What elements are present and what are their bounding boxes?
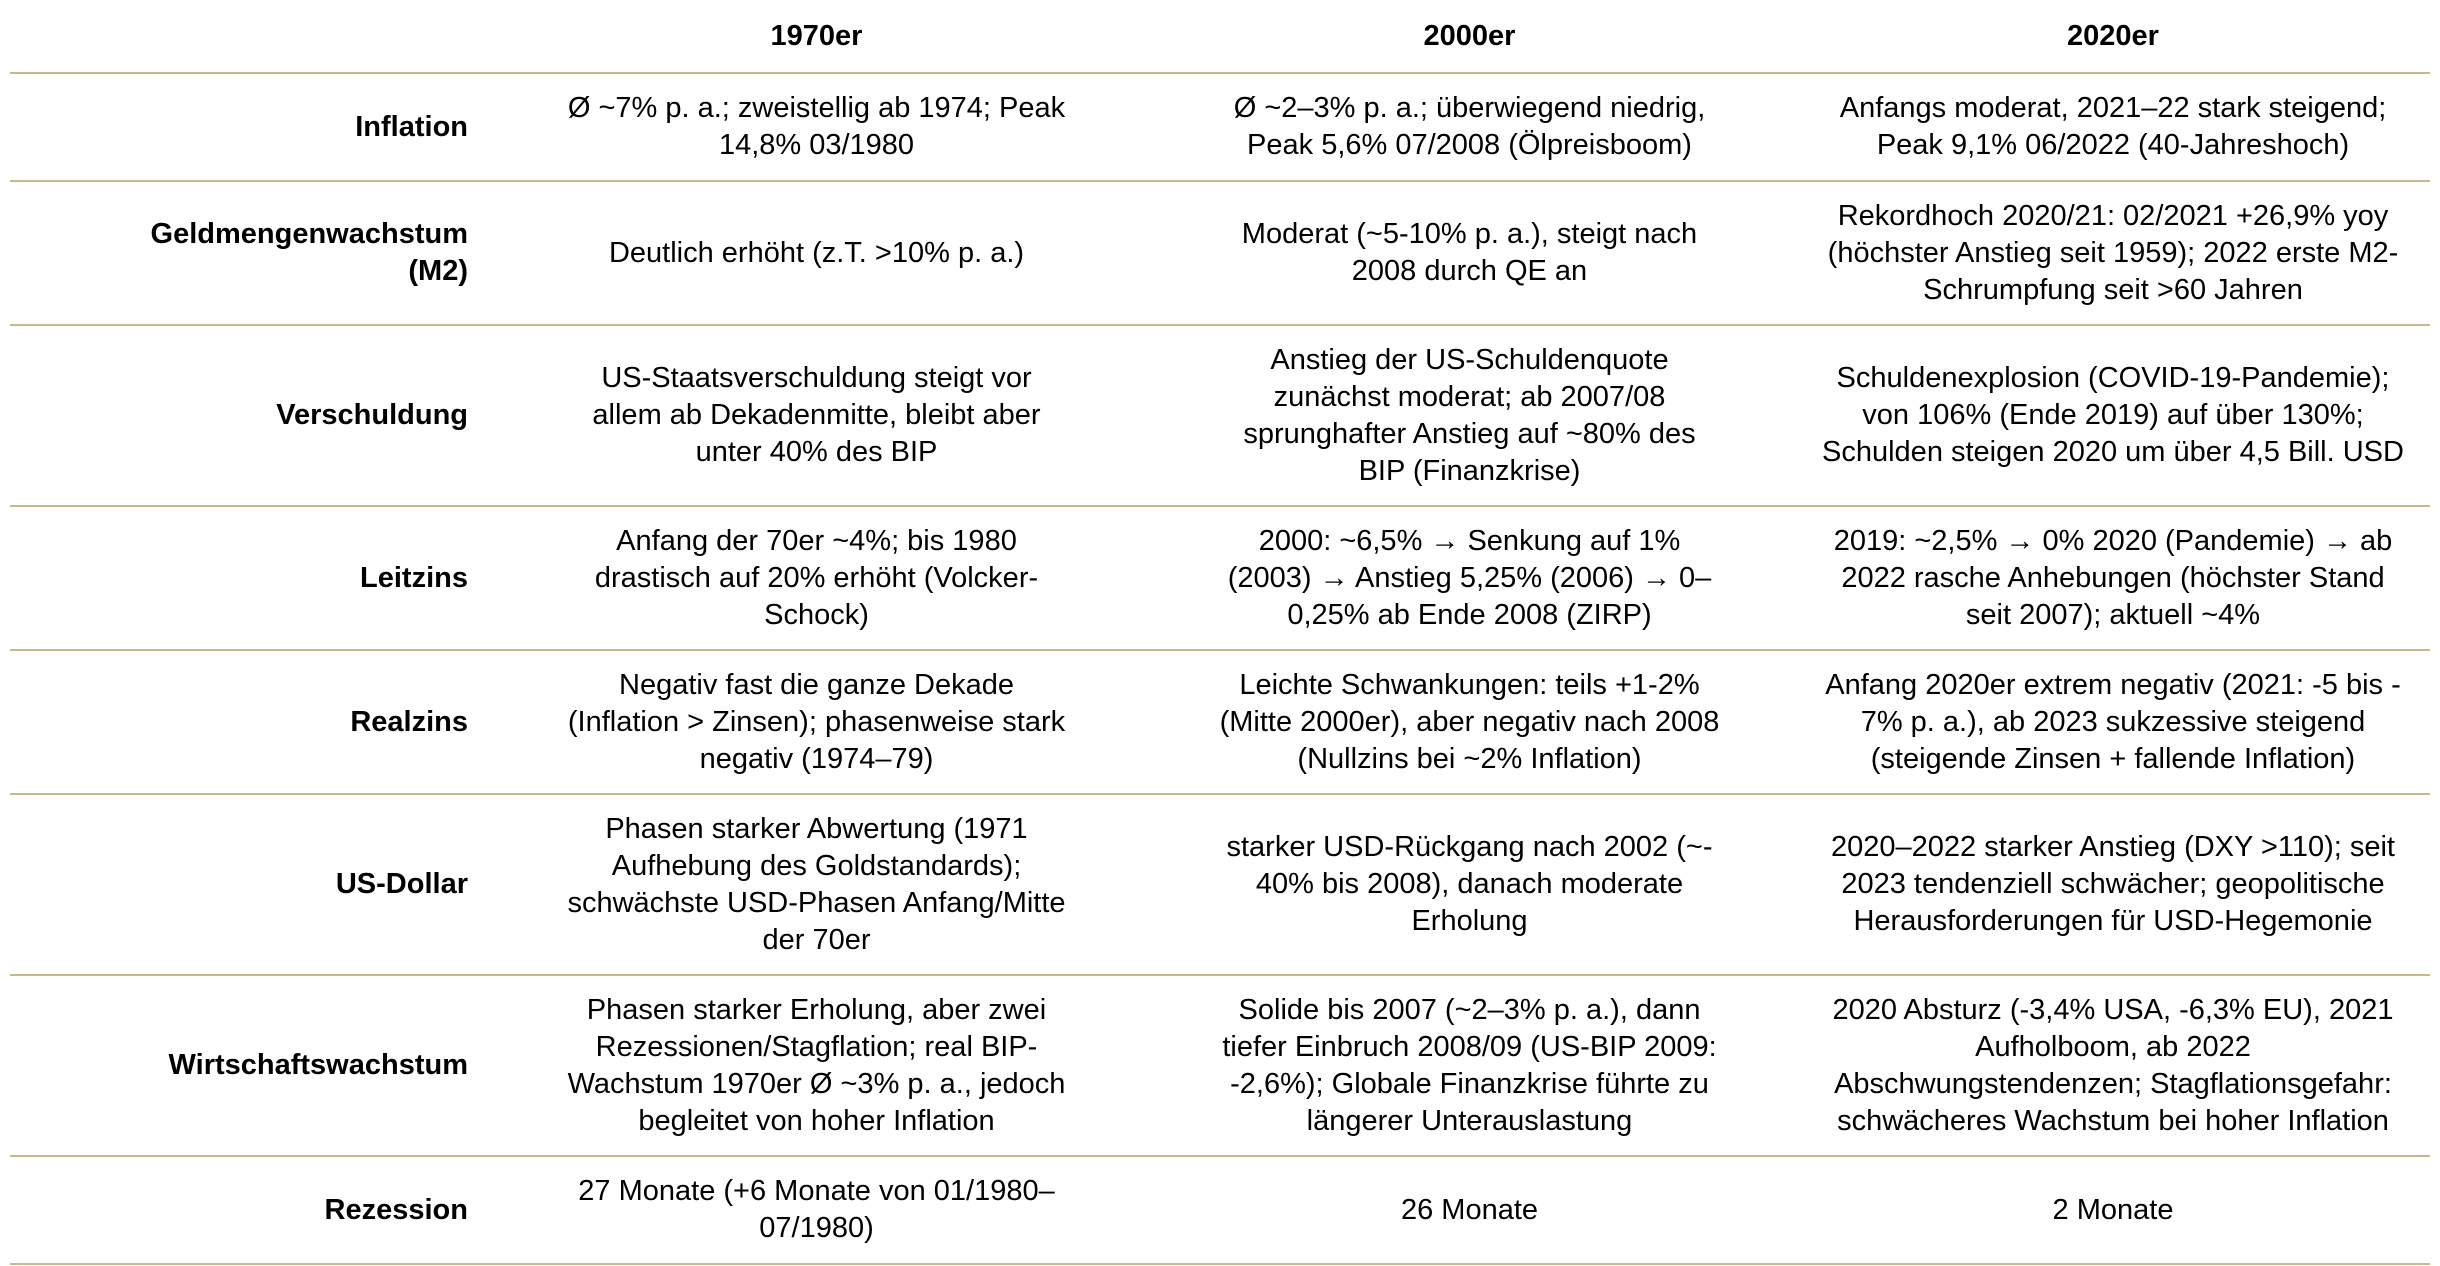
- cell-1970er: Negativ fast die ganze Dekade (Inflation > Zinsen); phasenweise stark negativ (1974–79): [567, 668, 1066, 775]
- cell-1970er: Deutlich erhöht (z.T. >10% p. a.): [608, 236, 1025, 269]
- row-label: Wirtschaftswachstum: [168, 1049, 468, 1081]
- cell-2000er: Solide bis 2007 (~2–3% p. a.), dann tiefer Einbruch 2008/09 (US-BIP 2009: -2,6%); Globale Finanzkrise führte zu längerer Unterauslastung: [1222, 993, 1717, 1137]
- row-label: US-Dollar: [335, 868, 468, 900]
- cell-2000er: Anstieg der US-Schuldenquote zunächst moderat; ab 2007/08 sprunghafter Anstieg auf ~80% des BIP (Finanzkrise): [1243, 343, 1696, 487]
- comparison-table: [10, 0, 2430, 1265]
- cell-2000er: 2000: ~6,5% → Senkung auf 1% (2003) → Anstieg 5,25% (2006) → 0– 0,25% ab Ende 2008 (ZIRP): [1227, 524, 1712, 631]
- table-row: [10, 1156, 2430, 1264]
- table-row: [10, 975, 2430, 1156]
- header-2000er: 2000er: [1423, 19, 1516, 52]
- cell-2000er: Moderat (~5-10% p. a.), steigt nach 2008 durch QE an: [1241, 218, 1698, 287]
- table-row: [10, 73, 2430, 181]
- cell-2000er: 26 Monate: [1400, 1193, 1539, 1226]
- cell-2020er: 2020–2022 starker Anstieg (DXY >110); seit 2023 tendenziell schwächer; geopolitische Herausforderungen für USD-Hegemonie: [1831, 831, 2395, 937]
- cell-1970er: Phasen starker Abwertung (1971 Aufhebung des Goldstandards); schwächste USD-Phasen Anfang/Mitte der 70er: [567, 812, 1066, 956]
- cell-1970er: US-Staatsverschuldung steigt vor allem ab Dekadenmitte, bleibt aber unter 40% des BIP: [592, 362, 1041, 468]
- table-row: [10, 650, 2430, 794]
- row-label: Inflation: [355, 110, 468, 143]
- table-row: [10, 794, 2430, 975]
- row-label: Geldmengenwachstum (M2): [150, 218, 468, 287]
- cell-2000er: Leichte Schwankungen: teils +1-2% (Mitte 2000er), aber negativ nach 2008 (Nullzins bei ~2% Inflation): [1219, 668, 1720, 775]
- cell-2020er: 2020 Absturz (-3,4% USA, -6,3% EU), 2021 Aufholboom, ab 2022 Abschwungstendenzen; Stagflationsgefahr: schwächeres Wachstum bei hoher Inflation: [1832, 993, 2394, 1137]
- header-row: [10, 0, 2430, 73]
- table-row: [10, 506, 2430, 650]
- table-row: [10, 181, 2430, 325]
- row-label: Verschuldung: [276, 399, 468, 431]
- row-label: Rezession: [324, 1193, 468, 1226]
- cell-2020er: Anfang 2020er extrem negativ (2021: -5 bis - 7% p. a.), ab 2023 sukzessive steigend (steigende Zinsen + fallende Inflation): [1825, 668, 2401, 775]
- cell-1970er: Ø ~7% p. a.; zweistellig ab 1974; Peak 14,8% 03/1980: [567, 92, 1066, 161]
- table-row: [10, 325, 2430, 506]
- header-2020er: 2020er: [2067, 19, 2159, 52]
- cell-2020er: Anfangs moderat, 2021–22 stark steigend; Peak 9,1% 06/2022 (40-Jahreshoch): [1839, 92, 2387, 161]
- cell-1970er: Phasen starker Erholung, aber zwei Rezessionen/Stagflation; real BIP- Wachstum 1970er Ø ~3% p. a., jedoch begleitet von hoher Inflation: [567, 993, 1066, 1137]
- cell-2000er: Ø ~2–3% p. a.; überwiegend niedrig, Peak 5,6% 07/2008 (Ölpreisboom): [1233, 92, 1706, 161]
- cell-2020er: 2 Monate: [2052, 1193, 2174, 1226]
- row-label: Realzins: [350, 705, 468, 738]
- cell-2000er: starker USD-Rückgang nach 2002 (~- 40% bis 2008), danach moderate Erholung: [1226, 831, 1713, 937]
- header-1970er: 1970er: [770, 19, 863, 52]
- row-label: Leitzins: [360, 561, 468, 594]
- cell-1970er: Anfang der 70er ~4%; bis 1980 drastisch auf 20% erhöht (Volcker- Schock): [594, 524, 1039, 631]
- cell-1970er: 27 Monate (+6 Monate von 01/1980– 07/1980): [578, 1175, 1055, 1244]
- cell-2020er: 2019: ~2,5% → 0% 2020 (Pandemie) → ab 2022 rasche Anhebungen (höchster Stand seit 2007); aktuell ~4%: [1833, 524, 2393, 631]
- cell-2020er: Schuldenexplosion (COVID-19-Pandemie); von 106% (Ende 2019) auf über 130%; Schulden steigen 2020 um über 4,5 Bill. USD: [1822, 362, 2404, 468]
- header-empty: [10, 0, 490, 73]
- cell-2020er: Rekordhoch 2020/21: 02/2021 +26,9% yoy (höchster Anstieg seit 1959); 2022 erste M2- Schrumpfung seit >60 Jahren: [1827, 199, 2399, 306]
